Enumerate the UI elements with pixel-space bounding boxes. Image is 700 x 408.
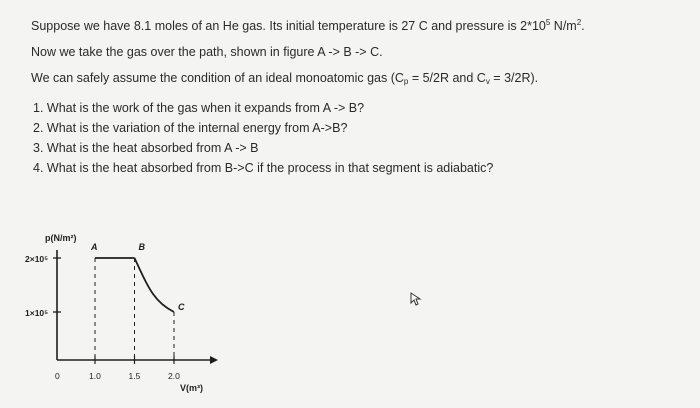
question-3: 3. What is the heat absorbed from A -> B <box>33 141 259 155</box>
x-axis-label: V(m³) <box>180 383 203 393</box>
problem-statement-line-2: Now we take the gas over the path, shown in figure A -> B -> C. <box>31 45 383 59</box>
question-4: 4. What is the heat absorbed from B->C if the process in that segment is adiabatic? <box>33 161 494 175</box>
question-1: 1. What is the work of the gas when it expands from A -> B? <box>33 101 365 115</box>
question-2: 2. What is the variation of the internal energy from A->B? <box>33 121 348 135</box>
y-tick-label: 2×10⁵ <box>25 254 49 264</box>
problem-statement-line-1: Suppose we have 8.1 moles of an He gas. Its initial temperature is 27 C and pressure is $2*10^5$ $N/m^2$. <box>31 18 585 33</box>
point-label-c: C <box>178 302 185 312</box>
x-tick-label: 1.5 <box>128 371 141 381</box>
point-label-b: B <box>138 242 145 252</box>
x-tick-label: 1.0 <box>89 371 101 381</box>
x-axis-arrow-icon <box>210 356 218 364</box>
point-label-a: A <box>91 242 98 252</box>
y-tick-label: 1×10⁵ <box>25 308 49 318</box>
x-tick-label: 2.0 <box>168 371 180 381</box>
y-axis-label: p(N/m²) <box>45 233 77 243</box>
x-tick-label: 0 <box>55 371 60 381</box>
mouse-pointer-icon <box>410 292 422 311</box>
problem-statement-line-3: We can safely assume the condition of an ideal monoatomic gas ($C_p = 5/2R$ and $C_v = 3/2R$). <box>31 71 539 86</box>
path-segment-bc <box>135 258 175 312</box>
